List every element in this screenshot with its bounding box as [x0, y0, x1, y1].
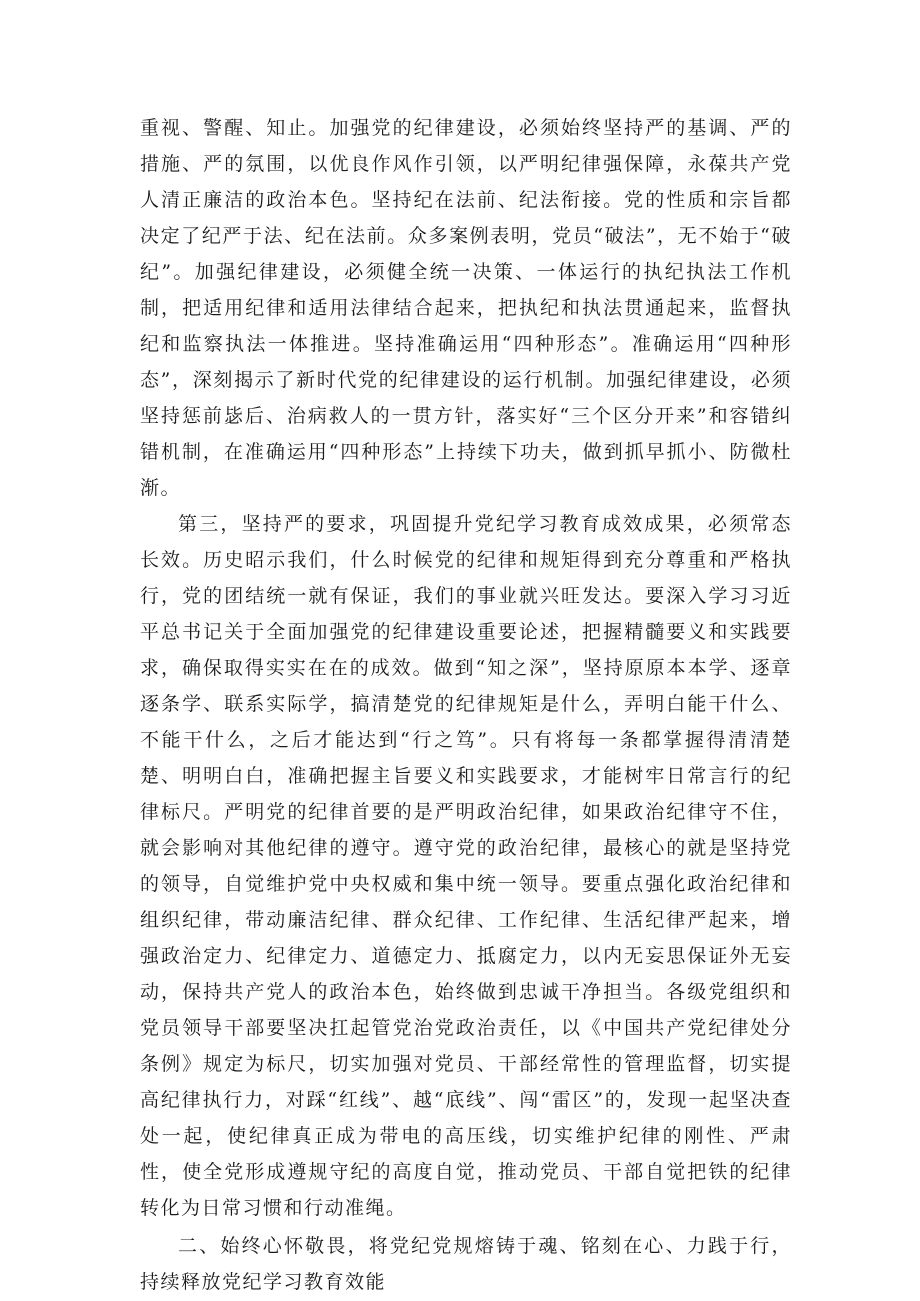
document-body [140, 110, 792, 1300]
paragraph-discipline-construction: 重视、警醒、知止。加强党的纪律建设，必须始终坚持严的基调、严的措施、严的氛围，以优良作风作引领，以严明纪律强保障，永葆共产党人清正廉洁的政治本色。坚持纪在法前、纪法衔接。党的性质和宗旨都决定了纪严于法、纪在法前。众多案例表明，党员“破法”，无不始于“破纪”。加强纪律建设，必须健全统一决策、一体运行的执纪执法工作机制，把适用纪律和适用法律结合起来，把执纪和执法贯通起来，监督执纪和监察执法一体推进。坚持准确运用“四种形态”。准确运用“四种形态”，深刻揭示了新时代党的纪律建设的运行机制。加强纪律建设，必须坚持惩前毖后、治病救人的一贯方针，落实好“三个区分开来”和容错纠错机制，在准确运用“四种形态”上持续下功夫，做到抓早抓小、防微杜渐。 [140, 117, 792, 499]
section-heading-two: 二、始终心怀敬畏，将党纪党规熔铸于魂、铭刻在心、力践于行，持续释放党纪学习教育效能 [140, 1235, 792, 1293]
paragraph-third-point: 第三，坚持严的要求，巩固提升党纪学习教育成效成果，必须常态长效。历史昭示我们，什么时候党的纪律和规矩得到充分尊重和严格执行，党的团结统一就有保证，我们的事业就兴旺发达。要深入学习习近平总书记关于全面加强党的纪律建设重要论述，把握精髓要义和实践要求，确保取得实实在在的成效。做到“知之深”，坚持原原本本学、逐章逐条学、联系实际学，搞清楚党的纪律规矩是什么，弄明白能干什么、不能干什么，之后才能达到“行之笃”。只有将每一条都掌握得清清楚楚、明明白白，准确把握主旨要义和实践要求，才能树牢日常言行的纪律标尺。严明党的纪律首要的是严明政治纪律，如果政治纪律守不住，就会影响对其他纪律的遵守。遵守党的政治纪律，最核心的就是坚持党的领导，自觉维护党中央权威和集中统一领导。要重点强化政治纪律和组织纪律，带动廉洁纪律、群众纪律、工作纪律、生活纪律严起来，增强政治定力、纪律定力、道德定力、抵腐定力，以内无妄思保证外无妄动，保持共产党人的政治本色，始终做到忠诚干净担当。各级党组织和党员领导干部要坚决扛起管党治党政治责任，以《中国共产党纪律处分条例》规定为标尺，切实加强对党员、干部经常性的管理监督，切实提高纪律执行力，对踩“红线”、越“底线”、闯“雷区”的，发现一起坚决查处一起，使纪律真正成为带电的高压线，切实维护纪律的刚性、严肃性，使全党形成遵规守纪的高度自觉，推动党员、干部自觉把铁的纪律转化为日常习惯和行动准绳。 [140, 513, 792, 1219]
